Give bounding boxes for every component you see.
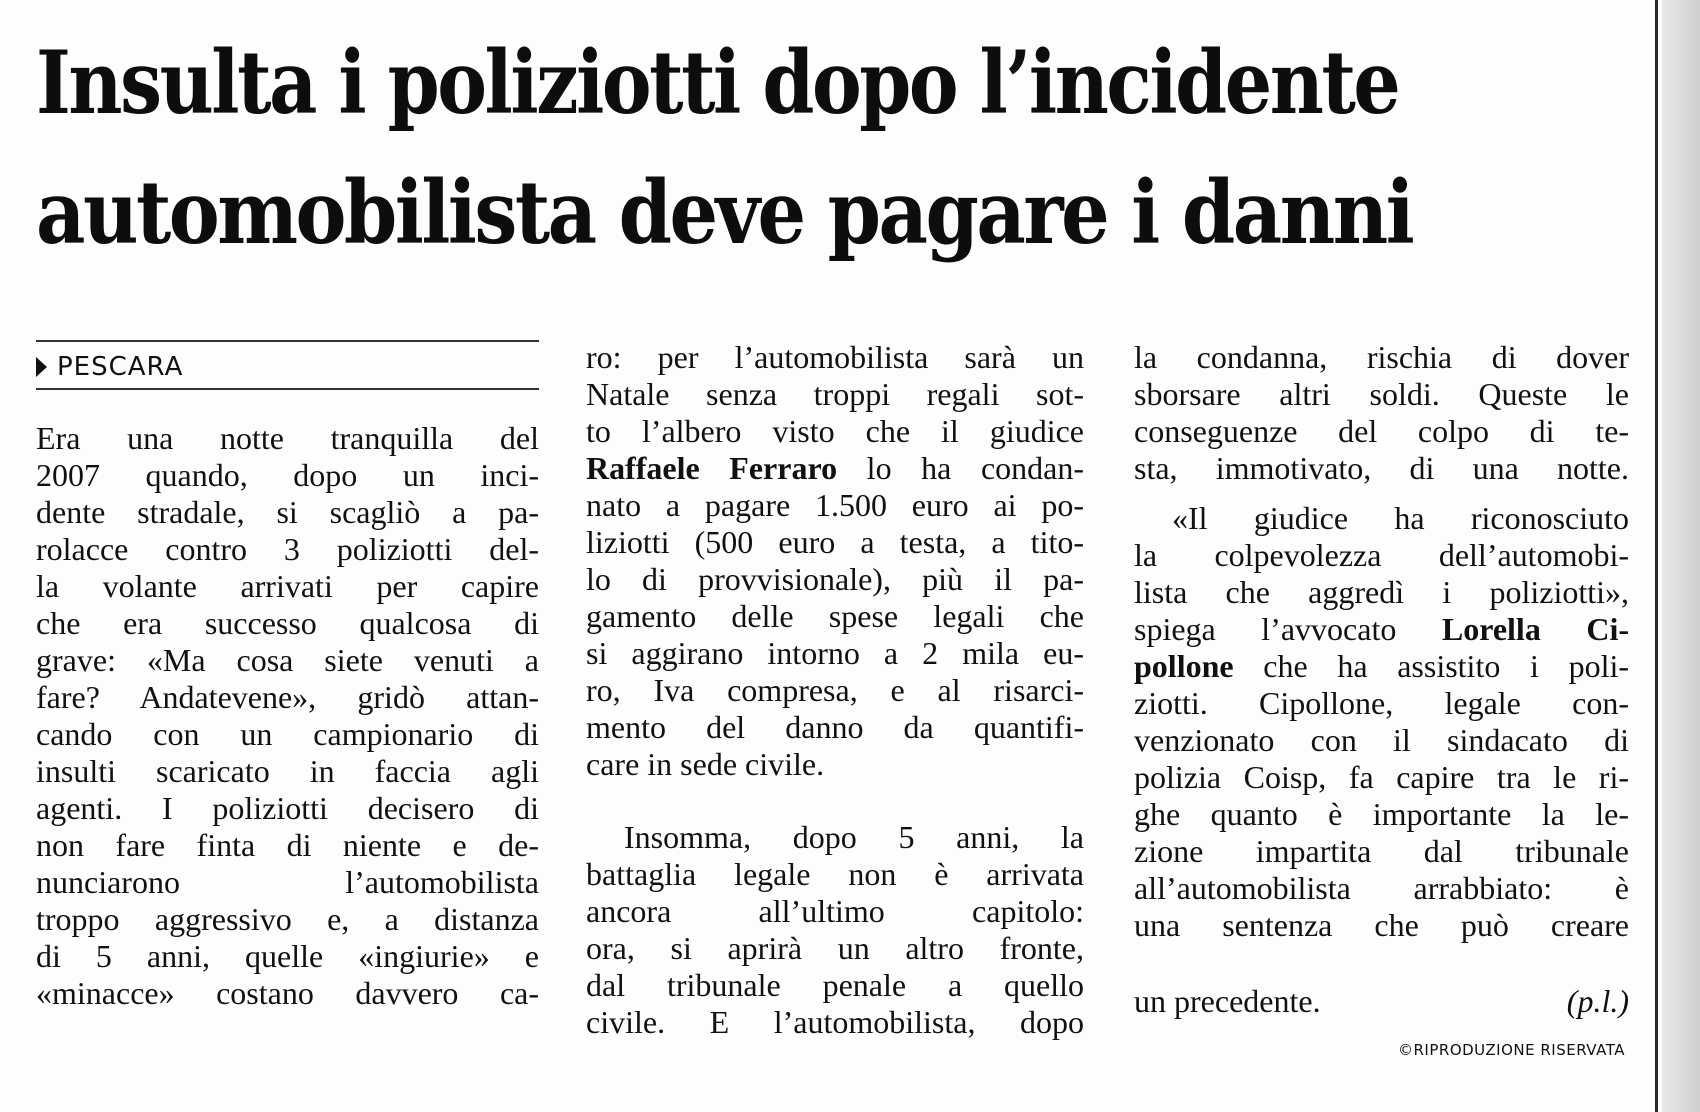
author-signature	[1567, 983, 1629, 1019]
body-line: care in sede civile.	[586, 746, 825, 782]
body-line: di 5 anni, quelle «ingiurie» e	[36, 938, 539, 974]
body-line: la colpevolezza dell’automobi-	[1134, 537, 1629, 573]
body-line: troppo aggressivo e, a distanza	[36, 901, 539, 937]
body-line: nato a pagare 1.500 euro ai po-	[586, 487, 1084, 523]
body-line: ora, si aprirà un altro fronte,	[586, 930, 1084, 966]
body-line: nunciarono l’automobilista	[36, 864, 539, 900]
body-line: polizia Coisp, fa capire tra le ri-	[1134, 759, 1629, 795]
judge-name: Raffaele Ferraro	[586, 450, 838, 486]
body-line-rest: che ha assistito i poli-	[1233, 648, 1629, 684]
dateline-text: PESCARA	[57, 352, 184, 382]
body-line: battaglia legale non è arrivata	[586, 856, 1084, 892]
dateline	[36, 350, 183, 384]
body-line: rolacce contro 3 poliziotti del-	[36, 531, 539, 567]
body-line: venzionato con il sindacato di	[1134, 722, 1629, 758]
body-line: sta, immotivato, di una notte.	[1134, 450, 1629, 486]
body-line: liziotti (500 euro a testa, a tito-	[586, 524, 1084, 560]
body-line: ro: per l’automobilista sarà un	[586, 339, 1084, 375]
body-line: zione impartita dal tribunale	[1134, 833, 1629, 869]
body-line: fare? Andatevene», gridò attan-	[36, 679, 539, 715]
body-line: all’automobilista arrabbiato: è	[1134, 870, 1629, 906]
body-line: «Il giudice ha riconosciuto	[1172, 500, 1629, 536]
body-line: ancora all’ultimo capitolo:	[586, 893, 1084, 929]
body-line: una sentenza che può creare	[1134, 907, 1629, 943]
body-line-with-name	[586, 450, 1084, 486]
body-line: sborsare altri soldi. Queste le	[1134, 376, 1629, 412]
body-line: la volante arrivati per capire	[36, 568, 539, 604]
body-line: un precedente.	[1134, 983, 1321, 1019]
dateline-rule-top	[36, 340, 539, 342]
column-divider	[1655, 0, 1658, 1112]
lawyer-name-part-1: Lorella Ci-	[1441, 611, 1629, 647]
body-line: la condanna, rischia di dover	[1134, 339, 1629, 375]
body-line: si aggirano intorno a 2 mila eu-	[586, 635, 1084, 671]
body-line: che era successo qualcosa di	[36, 605, 539, 641]
body-line-start: spiega l’avvocato	[1134, 611, 1442, 647]
body-line-with-name	[1134, 611, 1629, 647]
body-line: Insomma, dopo 5 anni, la	[624, 819, 1084, 855]
body-line-rest: lo ha condan-	[837, 450, 1085, 486]
headline-line-2: automobilista deve pagare i danni	[36, 162, 1413, 264]
pointer-icon	[36, 357, 47, 377]
body-line: 2007 quando, dopo un inci-	[36, 457, 539, 493]
body-line: insulti scaricato in faccia agli	[36, 753, 539, 789]
headline-line-1: Insulta i poliziotti dopo l’incidente	[36, 32, 1399, 134]
body-line: to l’albero visto che il giudice	[586, 413, 1084, 449]
body-line: lista che aggredì i poliziotti»,	[1134, 574, 1629, 610]
body-line: civile. E l’automobilista, dopo	[586, 1004, 1084, 1040]
signature-text: (p.l.)	[1566, 983, 1629, 1019]
body-line: mento del danno da quantifi-	[586, 709, 1084, 745]
body-line: cando con un campionario di	[36, 716, 539, 752]
body-line: non fare finta di niente e de-	[36, 827, 539, 863]
page-edge	[1662, 0, 1700, 1112]
body-line: dente stradale, si scagliò a pa-	[36, 494, 539, 530]
body-line: ghe quanto è importante la le-	[1134, 796, 1629, 832]
body-line: conseguenze del colpo di te-	[1134, 413, 1629, 449]
body-line: gamento delle spese legali che	[586, 598, 1084, 634]
body-line-with-name	[1134, 648, 1629, 684]
body-line: ziotti. Cipollone, legale con-	[1134, 685, 1629, 721]
copyright-notice: ©RIPRODUZIONE RISERVATA	[1398, 1041, 1625, 1059]
body-line: Natale senza troppi regali sot-	[586, 376, 1084, 412]
body-line: Era una notte tranquilla del	[36, 420, 539, 456]
lawyer-name-part-2: pollone	[1134, 648, 1234, 684]
body-line: lo di provvisionale), più il pa-	[586, 561, 1084, 597]
body-line: grave: «Ma cosa siete venuti a	[36, 642, 539, 678]
body-line: «minacce» costano davvero ca-	[36, 975, 539, 1011]
dateline-rule-bottom	[36, 388, 539, 390]
body-line: agenti. I poliziotti decisero di	[36, 790, 539, 826]
body-line: ro, Iva compresa, e al risarci-	[586, 672, 1084, 708]
body-line: dal tribunale penale a quello	[586, 967, 1084, 1003]
